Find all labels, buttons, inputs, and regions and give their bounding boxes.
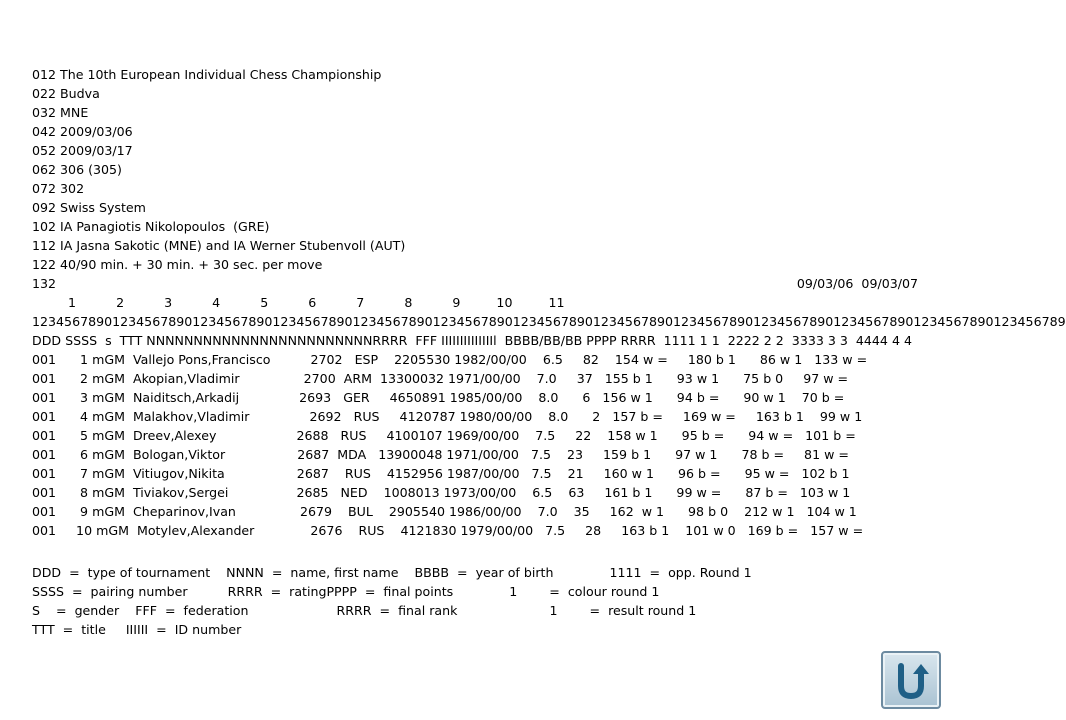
header-line: 032 MNE bbox=[32, 105, 89, 120]
player-row: 001 2 mGM Akopian,Vladimir 2700 ARM 13300032 1971/00/00 7.0 37 155 b 1 93 w 1 75 b 0 97 w = bbox=[32, 371, 849, 386]
player-row: 001 8 mGM Tiviakov,Sergei 2685 NED 1008013 1973/00/00 6.5 63 161 b 1 99 w = 87 b = 103 w 1 bbox=[32, 485, 851, 500]
legend-line: DDD = type of tournament NNNN = name, first name BBBB = year of birth 1111 = opp. Round 1 bbox=[32, 565, 752, 580]
format-line: DDD SSSS s TTT NNNNNNNNNNNNNNNNNNNNNNNNRRRR FFF IIIIIIIIIIIIIIl BBBB/BB/BB PPPP RRRR 1111 1 1 2222 2 2 3333 3 3 4444 4 4 bbox=[32, 333, 912, 348]
header-line: 122 40/90 min. + 30 min. + 30 sec. per move bbox=[32, 257, 323, 272]
header-line: 102 IA Panagiotis Nikolopoulos (GRE) bbox=[32, 219, 270, 234]
header-line: 072 302 bbox=[32, 181, 85, 196]
legend-line: SSSS = pairing number RRRR = ratingPPPP = final points 1 = colour round 1 bbox=[32, 584, 660, 599]
back-button[interactable] bbox=[881, 651, 941, 709]
player-row: 001 3 mGM Naiditsch,Arkadij 2693 GER 4650891 1985/00/00 8.0 6 156 w 1 94 b = 90 w 1 70 b = bbox=[32, 390, 845, 405]
player-row: 001 7 mGM Vitiugov,Nikita 2687 RUS 4152956 1987/00/00 7.5 21 160 w 1 96 b = 95 w = 102 b 1 bbox=[32, 466, 850, 481]
header-line: 092 Swiss System bbox=[32, 200, 146, 215]
header-line: 012 The 10th European Individual Chess Championship bbox=[32, 67, 382, 82]
u-turn-back-icon bbox=[891, 660, 931, 700]
column-ruler: 123456789012345678901234567890123456789012345678901234567890123456789012345678901234567890123456789012345678901234567890123456789 bbox=[32, 314, 1066, 329]
legend-line: S = gender FFF = federation RRRR = final rank 1 = result round 1 bbox=[32, 603, 697, 618]
legend-line: TTT = title IIIIII = ID number bbox=[32, 622, 242, 637]
column-index: 1 2 3 4 5 6 7 8 9 10 11 bbox=[32, 295, 565, 310]
player-row: 001 5 mGM Dreev,Alexey 2688 RUS 4100107 1969/00/00 7.5 22 158 w 1 95 b = 94 w = 101 b = bbox=[32, 428, 856, 443]
header-line: 132 bbox=[32, 276, 57, 291]
round-dates: 09/03/06 09/03/07 bbox=[796, 276, 918, 291]
player-row: 001 4 mGM Malakhov,Vladimir 2692 RUS 4120787 1980/00/00 8.0 2 157 b = 169 w = 163 b 1 99 w 1 bbox=[32, 409, 863, 424]
player-row: 001 6 mGM Bologan,Viktor 2687 MDA 13900048 1971/00/00 7.5 23 159 b 1 97 w 1 78 b = 81 w = bbox=[32, 447, 849, 462]
player-row: 001 9 mGM Cheparinov,Ivan 2679 BUL 2905540 1986/00/00 7.0 35 162 w 1 98 b 0 212 w 1 104 w 1 bbox=[32, 504, 857, 519]
header-line: 022 Budva bbox=[32, 86, 100, 101]
header-line: 062 306 (305) bbox=[32, 162, 122, 177]
header-line: 052 2009/03/17 bbox=[32, 143, 133, 158]
header-line: 042 2009/03/06 bbox=[32, 124, 133, 139]
player-row: 001 1 mGM Vallejo Pons,Francisco 2702 ESP 2205530 1982/00/00 6.5 82 154 w = 180 b 1 86 w 1 133 w = bbox=[32, 352, 868, 367]
header-line: 112 IA Jasna Sakotic (MNE) and IA Werner Stubenvoll (AUT) bbox=[32, 238, 406, 253]
player-row: 001 10 mGM Motylev,Alexander 2676 RUS 4121830 1979/00/00 7.5 28 163 b 1 101 w 0 169 b = 157 w = bbox=[32, 523, 864, 538]
